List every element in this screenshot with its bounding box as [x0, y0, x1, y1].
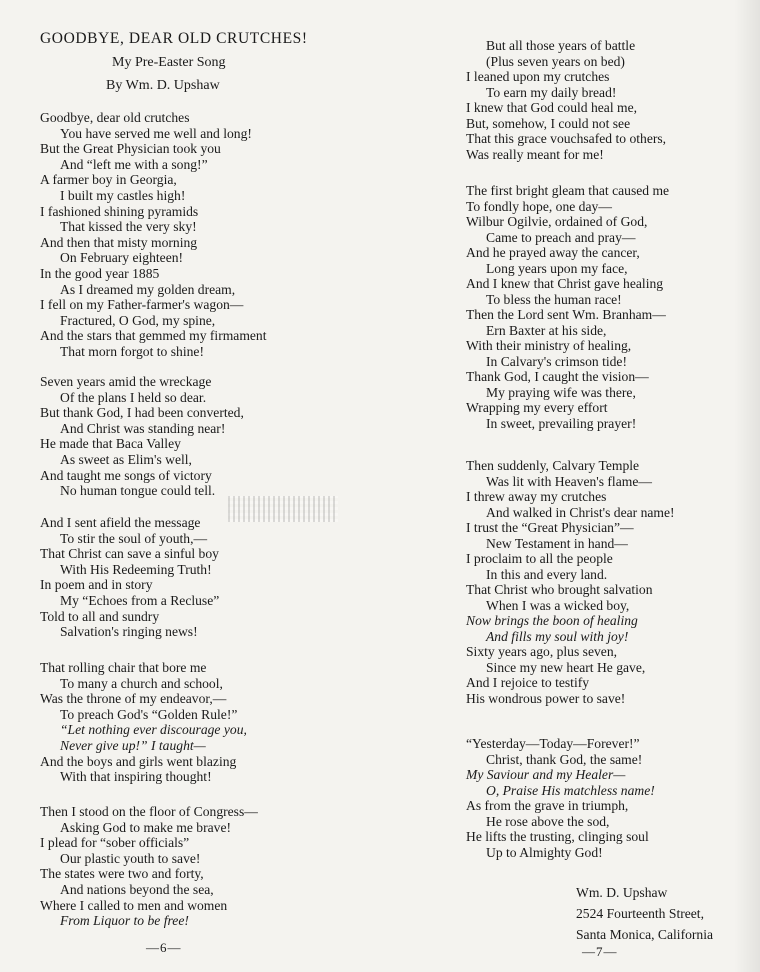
- poem-line: To bless the human race!: [486, 291, 622, 307]
- poem-line: To preach God's “Golden Rule!”: [60, 706, 238, 722]
- poem-line: As I dreamed my golden dream,: [60, 281, 236, 297]
- poem-line: I knew that God could heal me,: [466, 100, 638, 115]
- poem-line: Then I stood on the floor of Congress—: [40, 804, 258, 819]
- poem-line: Sixty years ago, plus seven,: [466, 644, 618, 659]
- poem-line: I proclaim to all the people: [466, 551, 613, 566]
- poem-line: And nations beyond the sea,: [60, 881, 214, 897]
- poem-line: And walked in Christ's dear name!: [486, 504, 675, 520]
- poem-line: His wondrous power to save!: [466, 690, 626, 706]
- stanza: [40, 804, 258, 929]
- poem-line: He made that Baca Valley: [40, 436, 181, 452]
- poem-line: But all those years of battle: [486, 38, 636, 53]
- poem-line: Long years upon my face,: [486, 260, 628, 276]
- poem-line: To earn my daily bread!: [486, 84, 617, 100]
- poem-line: Told to all and sundry: [40, 608, 160, 624]
- poem-line: In this and every land.: [486, 566, 608, 582]
- poem-line: On February eighteen!: [60, 250, 184, 266]
- poem-line: And the boys and girls went blazing: [40, 753, 237, 769]
- stanza: [40, 110, 267, 360]
- poem-line: Asking God to make me brave!: [60, 819, 232, 835]
- poem-line: Where I called to men and women: [40, 897, 228, 913]
- signature-city: Santa Monica, California: [576, 927, 714, 942]
- poem-line: Was really meant for me!: [466, 146, 604, 162]
- poem-line: Goodbye, dear old crutches: [40, 110, 190, 125]
- poem-line: The states were two and forty,: [40, 866, 204, 882]
- poem-line: O, Praise His matchless name!: [486, 782, 655, 798]
- page-edge-shadow: [734, 0, 760, 972]
- poem-line: (Plus seven years on bed): [486, 53, 625, 69]
- poem-line: In Calvary's crimson tide!: [486, 353, 627, 369]
- poem-line: And I sent afield the message: [40, 515, 201, 530]
- page-number-right: —7—: [582, 944, 618, 959]
- poem-line: Ern Baxter at his side,: [486, 322, 607, 338]
- poem-line: Since my new heart He gave,: [486, 659, 646, 675]
- poem-line: But the Great Physician took you: [40, 141, 221, 157]
- poem-line: In the good year 1885: [40, 265, 160, 281]
- stanza: [466, 736, 655, 860]
- poem-line: In poem and in story: [40, 577, 153, 593]
- poem-line: Up to Almighty God!: [486, 844, 603, 860]
- poem-line: Then suddenly, Calvary Temple: [466, 458, 640, 473]
- poem-line: With that inspiring thought!: [60, 769, 212, 785]
- page-number-left: —6—: [146, 940, 182, 955]
- poem-line: As sweet as Elim's well,: [60, 451, 192, 467]
- poem-line: Our plastic youth to save!: [60, 850, 201, 866]
- poem-line: And fills my soul with joy!: [486, 628, 629, 644]
- poem-line: Was lit with Heaven's flame—: [486, 473, 652, 489]
- poem-line: That rolling chair that bore me: [40, 660, 207, 675]
- poem-line: A farmer boy in Georgia,: [40, 172, 177, 188]
- poem-line: You have served me well and long!: [60, 125, 252, 141]
- poem-line: From Liquor to be free!: [60, 913, 189, 929]
- poem-line: Seven years amid the wreckage: [40, 374, 212, 389]
- poem-line: To fondly hope, one day—: [466, 198, 612, 214]
- signature-street: 2524 Fourteenth Street,: [576, 906, 704, 921]
- stanza: [466, 38, 666, 162]
- poem-line: He lifts the trusting, clinging soul: [466, 829, 649, 844]
- poem-line: And I rejoice to testify: [466, 675, 590, 690]
- poem-line: Fractured, O God, my spine,: [60, 312, 216, 328]
- poem-line: And then that misty morning: [40, 234, 198, 250]
- poem-line: But thank God, I had been converted,: [40, 405, 244, 421]
- poem-line: And taught me songs of victory: [40, 467, 212, 483]
- poem-line: That this grace vouchsafed to others,: [466, 131, 667, 146]
- stanza: [40, 660, 247, 785]
- poem-line: In sweet, prevailing prayer!: [486, 415, 637, 431]
- poem-line: But, somehow, I could not see: [466, 115, 631, 131]
- poem-line: I fashioned shining pyramids: [40, 203, 199, 219]
- poem-line: Thank God, I caught the vision—: [466, 369, 649, 384]
- poem-line: “Yesterday—Today—Forever!”: [466, 736, 640, 751]
- poem-line: To many a church and school,: [60, 675, 223, 691]
- poem-line: My Saviour and my Healer—: [466, 767, 626, 782]
- title: GOODBYE, DEAR OLD CRUTCHES!: [40, 30, 308, 47]
- poem-line: That Christ who brought salvation: [466, 582, 653, 597]
- poem-line: When I was a wicked boy,: [486, 597, 630, 613]
- poem-line: And “left me with a song!”: [60, 156, 208, 172]
- poem-line: I fell on my Father-farmer's wagon—: [40, 297, 244, 313]
- poem-line: Of the plans I held so dear.: [60, 389, 207, 405]
- poem-line: And the stars that gemmed my firmament: [40, 328, 267, 344]
- poem-line: As from the grave in triumph,: [466, 798, 629, 813]
- poem-line: And he prayed away the cancer,: [466, 245, 640, 260]
- poem-line: With His Redeeming Truth!: [60, 561, 212, 577]
- poem-line: Now brings the boon of healing: [466, 613, 638, 628]
- poem-line: That Christ can save a sinful boy: [40, 546, 219, 562]
- poem-line: Wrapping my every effort: [466, 400, 608, 415]
- poem-line: “Let nothing ever discourage you,: [60, 722, 247, 738]
- poem-line: Then the Lord sent Wm. Branham—: [466, 307, 666, 322]
- poem-line: That kissed the very sky!: [60, 219, 197, 235]
- poem-line: The first bright gleam that caused me: [466, 183, 670, 198]
- poem-line: Salvation's ringing news!: [60, 624, 198, 640]
- poem-line: No human tongue could tell.: [60, 483, 216, 499]
- stanza: [466, 183, 669, 431]
- poem-line: He rose above the sod,: [486, 813, 610, 829]
- poem-line: My “Echoes from a Recluse”: [60, 592, 220, 608]
- byline: By Wm. D. Upshaw: [106, 78, 220, 93]
- poem-line: I leaned upon my crutches: [466, 69, 610, 84]
- poem-line: I built my castles high!: [60, 187, 186, 203]
- poem-line: Never give up!” I taught—: [60, 737, 206, 753]
- poem-line: My praying wife was there,: [486, 384, 636, 400]
- signature-name: Wm. D. Upshaw: [576, 885, 668, 900]
- poem-line: That morn forgot to shine!: [60, 343, 204, 359]
- poem-line: And I knew that Christ gave healing: [466, 276, 664, 291]
- poem-line: Came to preach and pray—: [486, 229, 636, 245]
- poem-line: With their ministry of healing,: [466, 338, 632, 353]
- poem-line: I threw away my crutches: [466, 489, 607, 504]
- poem-line: I plead for “sober officials”: [40, 835, 190, 851]
- poem-line: Wilbur Ogilvie, ordained of God,: [466, 214, 648, 229]
- poem-line: To stir the soul of youth,—: [60, 530, 208, 546]
- stanza: [40, 515, 219, 640]
- poem-line: And Christ was standing near!: [60, 420, 226, 436]
- print-smudge: [228, 496, 338, 522]
- poem-line: New Testament in hand—: [486, 535, 628, 551]
- poem-line: Christ, thank God, the same!: [486, 751, 643, 767]
- poem-line: Was the throne of my endeavor,—: [40, 691, 227, 707]
- poem-line: I trust the “Great Physician”—: [466, 520, 634, 535]
- subtitle: My Pre-Easter Song: [112, 55, 226, 70]
- stanza: [40, 374, 244, 499]
- signature-block: [576, 882, 713, 945]
- stanza: [466, 458, 675, 706]
